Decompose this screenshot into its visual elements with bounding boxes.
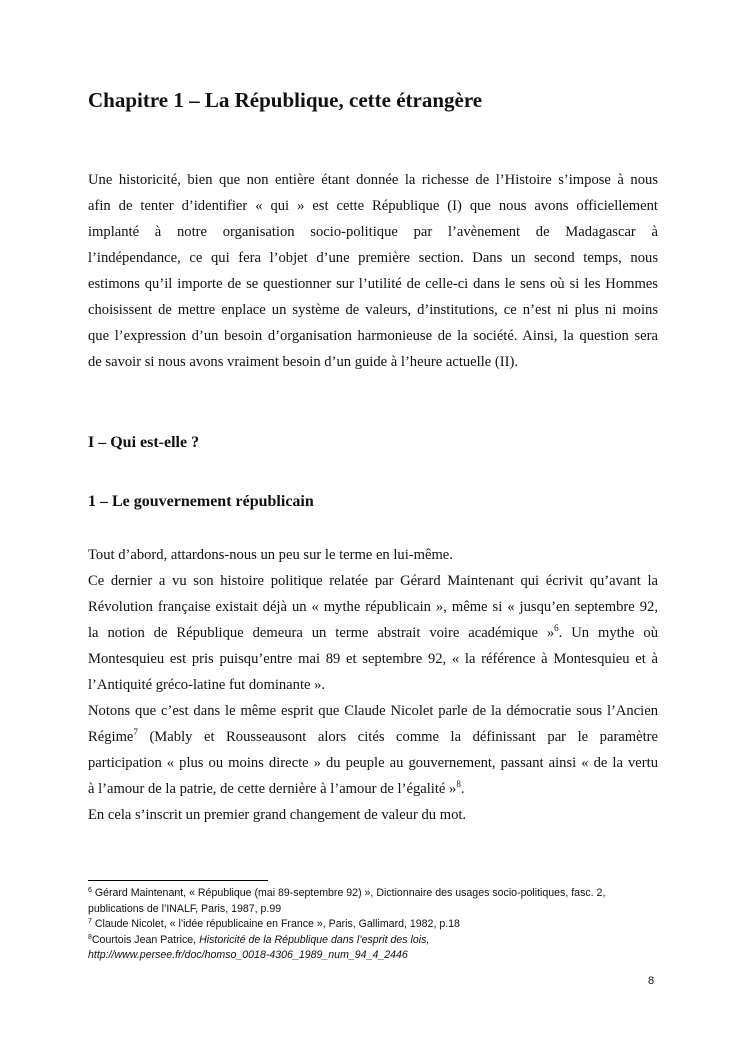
footnote-italic-text: http://www.persee.fr/doc/homso_0018-4306_1989_num_94_4_2446 xyxy=(88,949,408,962)
text-segment: . xyxy=(460,781,465,797)
text-segment: Régime xyxy=(88,729,134,745)
text-line xyxy=(88,568,658,594)
text-segment: de savoir si nous avons vraiment besoin d’un guide à l’heure actuelle (II). xyxy=(88,354,518,370)
text-line xyxy=(88,271,658,297)
text-line xyxy=(88,349,658,375)
footnotes xyxy=(88,886,668,964)
chapter-title: Chapitre 1 – La République, cette étrangère xyxy=(88,88,483,112)
footnote-number: 6 xyxy=(88,887,92,894)
text-segment: Notons que c’est dans le même esprit que Claude Nicolet parle de la démocratie sous l’Ancien xyxy=(88,703,658,719)
text-line xyxy=(88,646,658,672)
text-segment: participation « plus ou moins directe » du peuple au gouvernement, passant ainsi « de la vertu xyxy=(88,755,658,771)
footnote-text: Claude Nicolet, « l’idée républicaine en France », Paris, Gallimard, 1982, p.18 xyxy=(91,918,460,931)
page-number: 8 xyxy=(648,975,655,987)
text-segment: l’indépendance, ce qui fera l’objet d’une première section. Dans un second temps, nous xyxy=(88,250,658,266)
text-segment: choisissent de mettre enplace un système de valeurs, d’institutions, ce n’est ni plus ni moins xyxy=(88,302,658,318)
text-line xyxy=(88,323,658,349)
text-segment: la notion de République demeura un terme abstrait voire académique » xyxy=(88,625,555,641)
text-segment: Révolution française existait déjà un « mythe républicain », même si « jusqu’en septembre 92, xyxy=(88,599,658,615)
text-segment: l’Antiquité gréco-latine fut dominante ». xyxy=(88,677,326,693)
footnote-line xyxy=(88,948,668,964)
text-segment: En cela s’inscrit un premier grand changement de valeur du mot. xyxy=(88,807,467,823)
text-segment: estimons qu’il importe de se questionner sur l’utilité de celle-ci dans le sens où si les Hommes xyxy=(88,276,658,292)
text-line xyxy=(88,167,658,193)
footnote-separator xyxy=(88,880,268,881)
footnote-text: Courtois Jean Patrice, xyxy=(91,933,200,946)
footnote-reference: 6 xyxy=(554,623,559,633)
text-line xyxy=(88,620,658,646)
subsection-heading: 1 – Le gouvernement républicain xyxy=(88,493,314,510)
text-line xyxy=(88,750,658,776)
section-heading: I – Qui est-elle ? xyxy=(88,434,200,451)
text-line xyxy=(88,698,658,724)
text-line xyxy=(88,594,658,620)
text-segment: . Un mythe où xyxy=(558,625,658,641)
text-segment: Montesquieu est pris puisqu’entre mai 89 et septembre 92, « la référence à Montesquieu et à xyxy=(88,651,658,667)
footnote-italic-text: Historicité de la République dans l’esprit des lois, xyxy=(199,933,430,946)
text-line xyxy=(88,219,658,245)
text-line xyxy=(88,193,658,219)
footnote-line xyxy=(88,902,668,918)
text-line xyxy=(88,776,658,802)
footnote-text: publications de l’INALF, Paris, 1987, p.99 xyxy=(88,902,282,915)
intro-paragraph xyxy=(88,167,658,375)
text-segment: à l’amour de la patrie, de cette dernière à l’amour de l’égalité » xyxy=(88,781,457,797)
footnote-number: 7 xyxy=(88,918,92,926)
text-segment: Tout d’abord, attardons-nous un peu sur le terme en lui-même. xyxy=(88,547,453,563)
text-line xyxy=(88,542,658,568)
text-segment: Ce dernier a vu son histoire politique relatée par Gérard Maintenant qui écrivit qu’avant la xyxy=(88,573,658,589)
footnote-number: 8 xyxy=(88,933,92,941)
body-text xyxy=(88,542,658,828)
text-segment: que l’expression d’un besoin d’organisation harmonieuse de la société. Ainsi, la question sera xyxy=(88,328,658,344)
text-segment: Une historicité, bien que non entière étant donnée la richesse de l’Histoire s’impose à nous xyxy=(88,172,658,188)
text-segment: implanté à notre organisation socio-politique par l’avènement de Madagascar à xyxy=(88,224,658,240)
footnote-line xyxy=(88,886,668,902)
footnote-text: Gérard Maintenant, « République (mai 89-septembre 92) », Dictionnaire des usages socio-politiques, fasc. 2, xyxy=(91,887,606,899)
text-line xyxy=(88,245,658,271)
text-segment: (Mably et Rousseausont alors cités comme la définissant par le paramètre xyxy=(137,729,658,745)
footnote-reference: 7 xyxy=(133,727,138,737)
text-segment: afin de tenter d’identifier « qui » est cette République (I) que nous avons officiellement xyxy=(88,198,658,214)
text-line xyxy=(88,802,658,828)
text-line xyxy=(88,297,658,323)
footnote-reference: 8 xyxy=(456,779,461,789)
footnote-line xyxy=(88,933,668,949)
footnote-line xyxy=(88,917,668,933)
text-line xyxy=(88,672,658,698)
text-line xyxy=(88,724,658,750)
